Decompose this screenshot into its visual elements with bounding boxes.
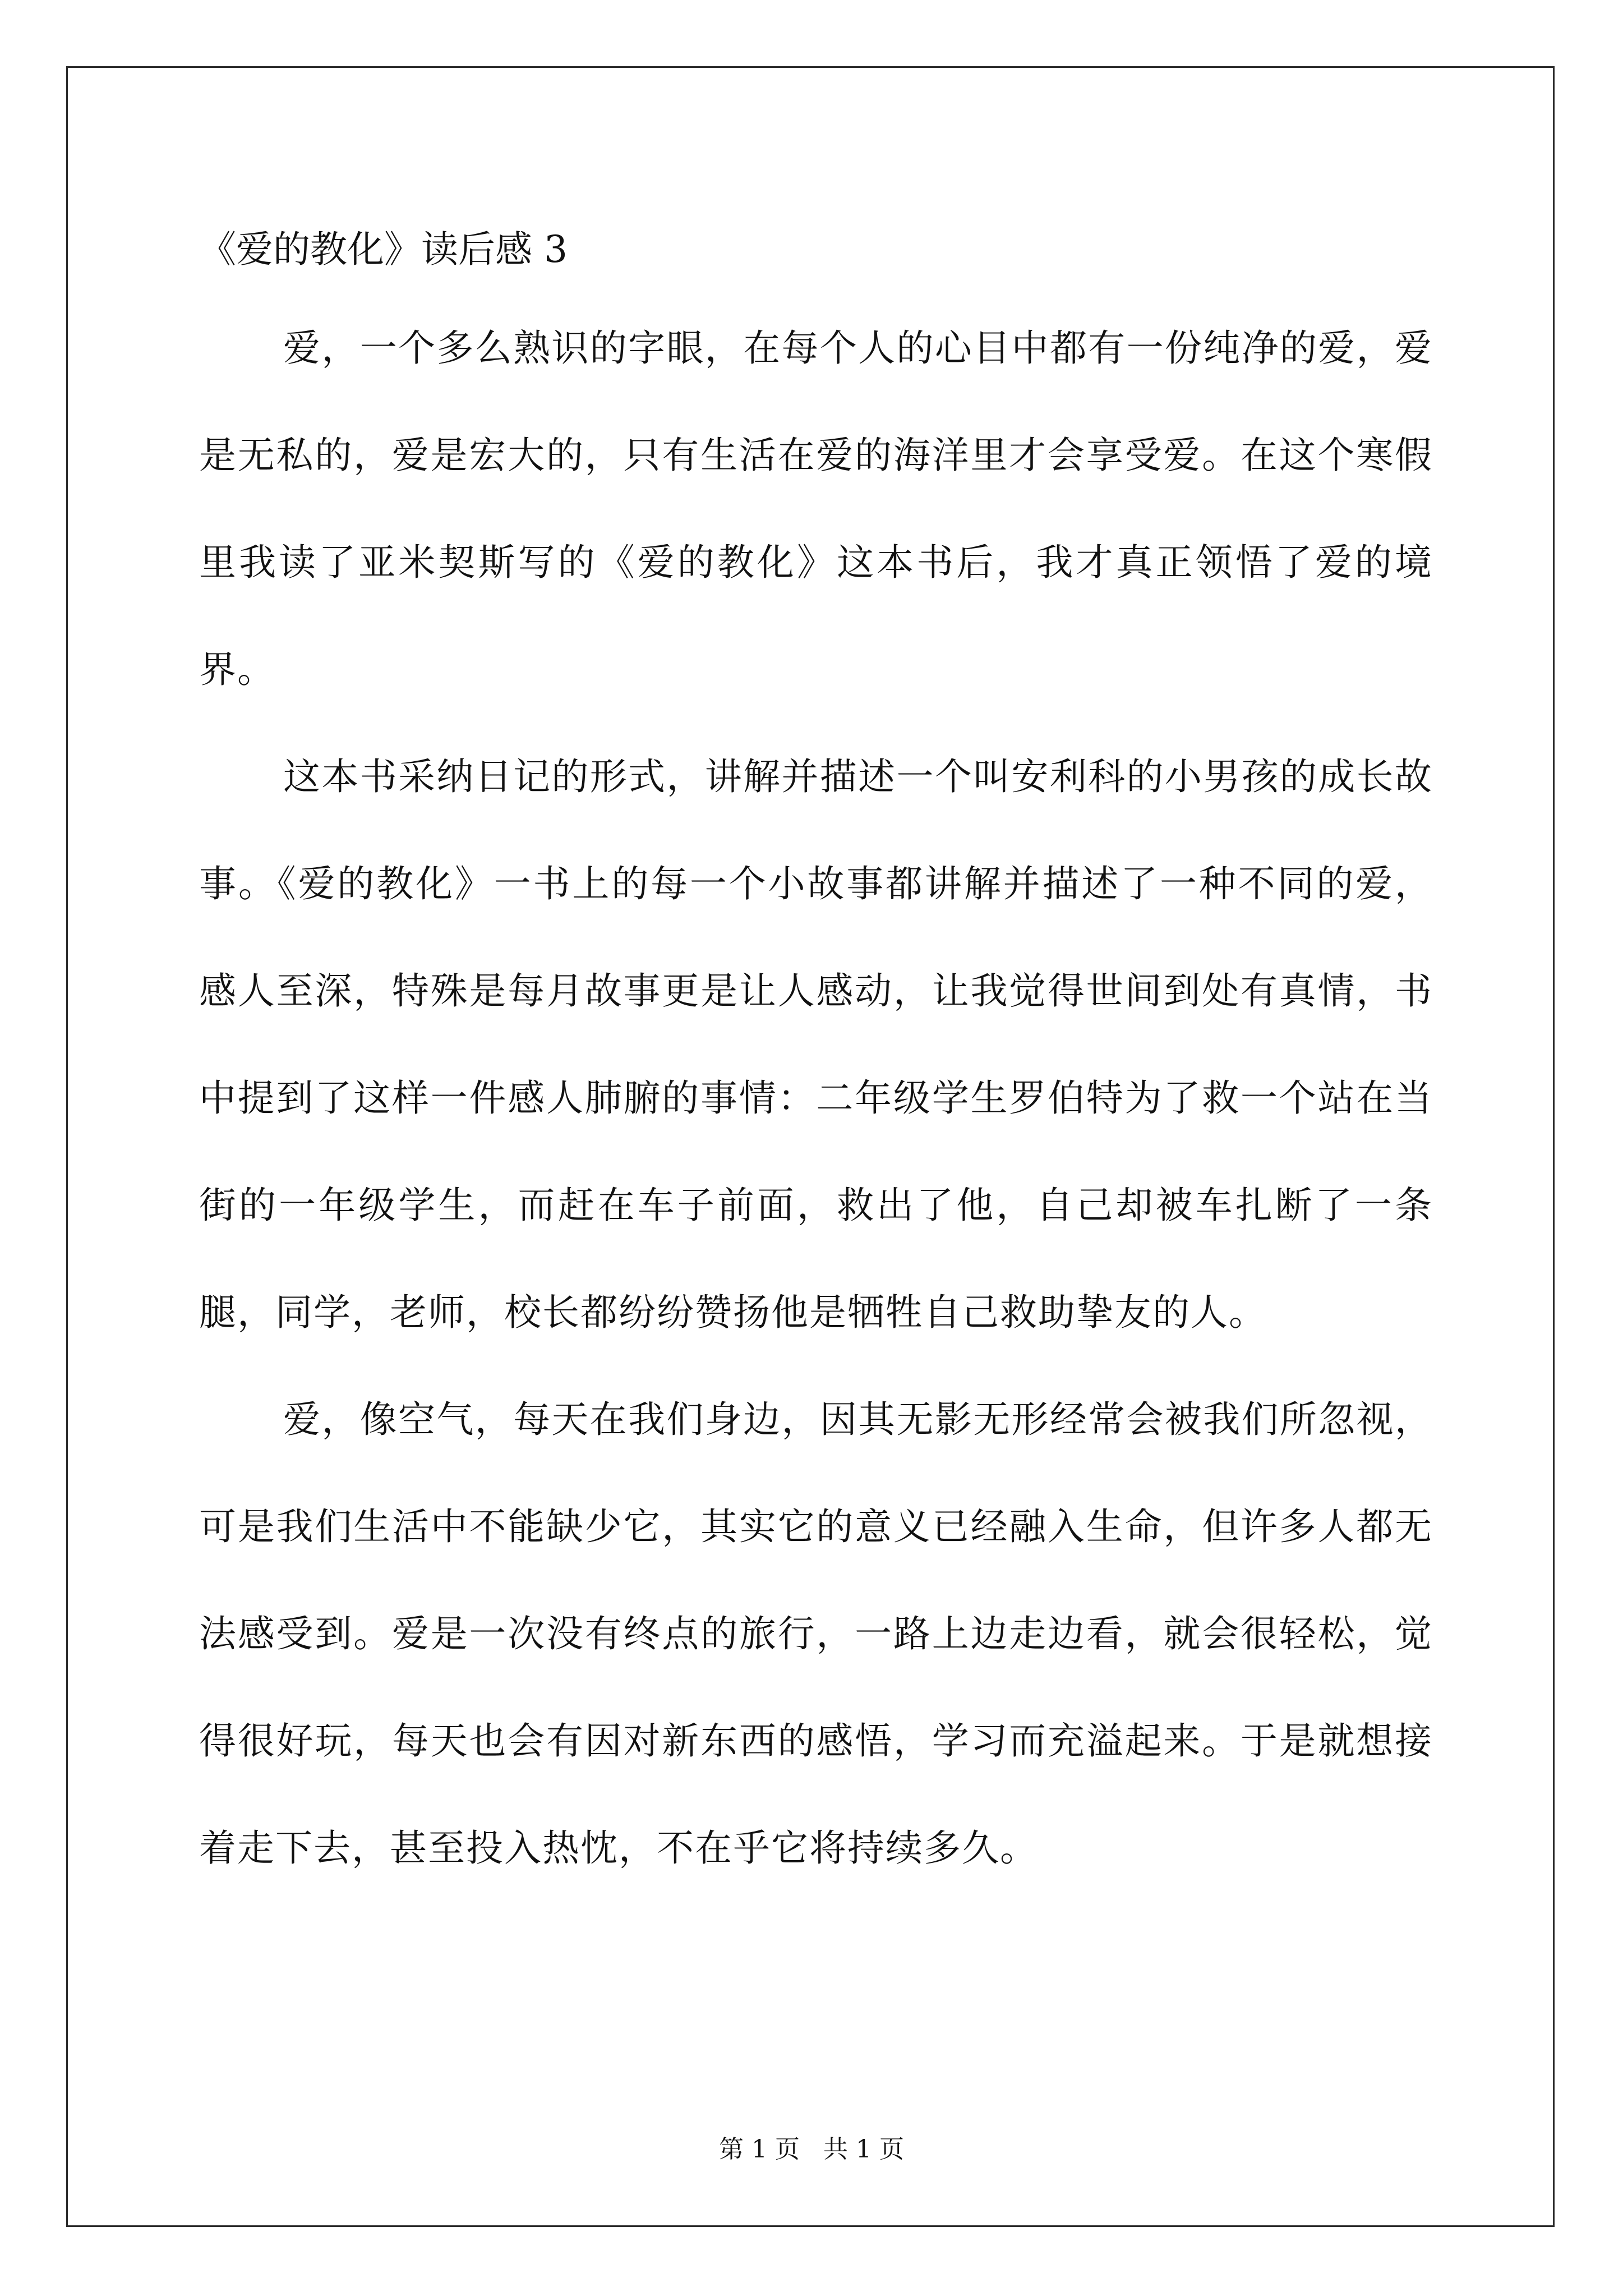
paragraph-1: 爱，一个多么熟识的字眼，在每个人的心目中都有一份纯净的爱，爱是无私的，爱是宏大的，只有生活在爱的海洋里才会享受爱。在这个寒假里我读了亚米契斯写的《爱的教化》这本书后，我才真正领悟了爱的境界。	[199, 326, 1433, 691]
paragraph-3: 爱，像空气，每天在我们身边，因其无影无形经常会被我们所忽视，可是我们生活中不能缺少它，其实它的意义已经融入生命，但许多人都无法感受到。爱是一次没有终点的旅行，一路上边走边看，就会很轻松，觉得很好玩，每天也会有因对新东西的感悟，学习而充溢起来。于是就想接着走下去，甚至投入热忱，不在乎它将持续多久。	[199, 1398, 1433, 1870]
document-title: 《爱的教化》读后感 3	[199, 228, 568, 271]
paragraph-2: 这本书采纳日记的形式，讲解并描述一个叫安利科的小男孩的成长故事。《爱的教化》一书上的每一个小故事都讲解并描述了一种不同的爱，感人至深，特殊是每月故事更是让人感动，让我觉得世间到处有真情，书中提到了这样一件感人肺腑的事情：二年级学生罗伯特为了救一个站在当街的一年级学生，而赶在车子前面，救出了他，自己却被车扎断了一条腿，同学，老师，校长都纷纷赞扬他是牺牲自己救助挚友的人。	[199, 755, 1433, 1334]
document-body	[199, 205, 1433, 1902]
page-footer	[0, 2129, 1623, 2165]
page-total: 共 1 页	[823, 2135, 904, 2164]
page-number: 第 1 页	[719, 2135, 800, 2164]
